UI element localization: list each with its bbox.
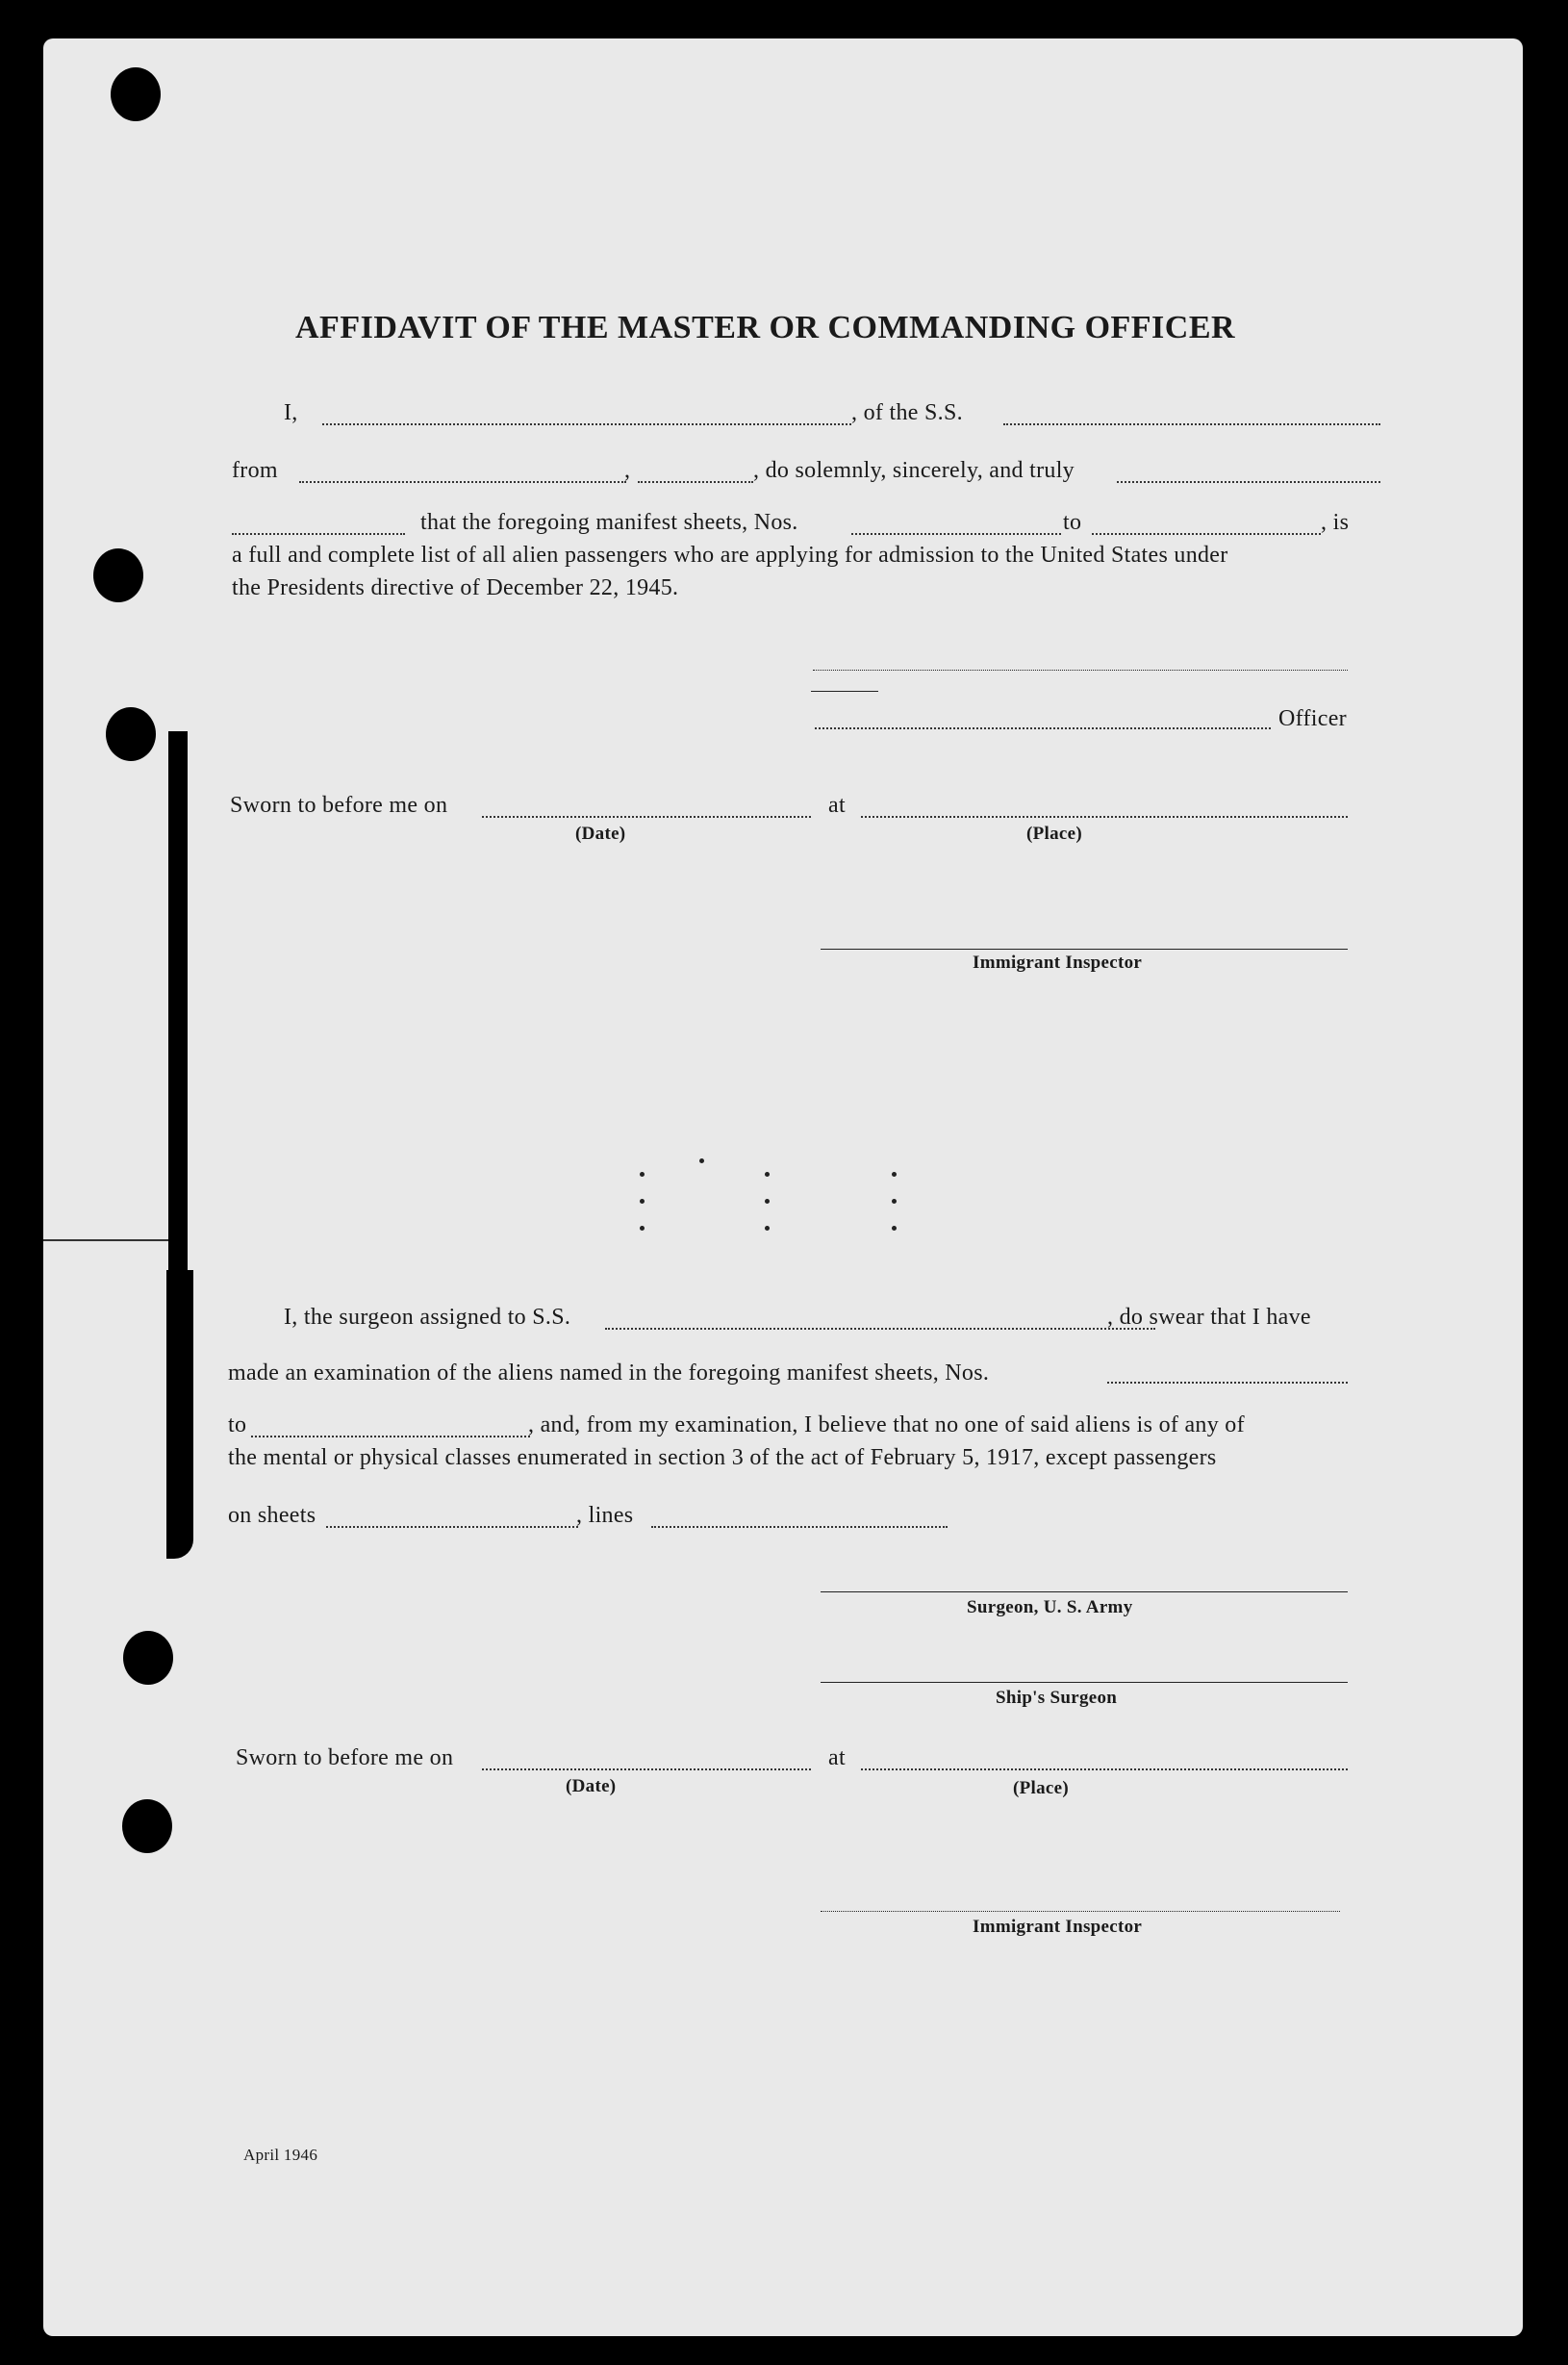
sworn-date-field[interactable] (482, 816, 811, 818)
surgeon-statement-line: the mental or physical classes enumerated in section 3 of the act of February 5, 1917, except passengers (228, 1445, 1217, 1470)
inspector-caption: Immigrant Inspector (973, 953, 1143, 973)
lines-field[interactable] (651, 1526, 948, 1528)
punch-hole (106, 707, 156, 761)
from-port-field[interactable] (299, 481, 626, 483)
surgeon-assigned-label: I, the surgeon assigned to S.S. (284, 1305, 571, 1330)
document-page (43, 38, 1523, 2336)
punch-hole (122, 1799, 172, 1853)
date-caption: (Date) (575, 824, 626, 844)
from-country-field[interactable] (638, 481, 753, 483)
sworn-label: Sworn to before me on (230, 793, 448, 818)
binding-shadow (166, 1270, 193, 1559)
solemnly-label: , do solemnly, sincerely, and truly (753, 458, 1075, 483)
inspector-signature-field[interactable] (821, 949, 1348, 950)
inspector-caption-2: Immigrant Inspector (973, 1917, 1143, 1937)
punch-hole (123, 1631, 173, 1685)
surgeon-nos-from-field[interactable] (1107, 1382, 1348, 1384)
surgeon-ship-field[interactable] (605, 1328, 1155, 1330)
army-surgeon-signature-field[interactable] (821, 1591, 1348, 1592)
from-label: from (232, 458, 278, 483)
form-date: April 1946 (243, 2146, 318, 2164)
date-caption-2: (Date) (566, 1776, 617, 1796)
sworn-at-label: at (828, 793, 846, 818)
surgeon-to-label: to (228, 1412, 247, 1437)
on-sheets-label: on sheets (228, 1503, 316, 1528)
master-name-field[interactable] (322, 423, 851, 425)
affidavit-statement-line: the Presidents directive of December 22, 1945. (232, 575, 679, 600)
officer-signature-field-2[interactable] (815, 727, 1271, 729)
sworn-place-field[interactable] (861, 816, 1348, 818)
nos-to-field[interactable] (1092, 533, 1321, 535)
form-title: AFFIDAVIT OF THE MASTER OR COMMANDING OFFICER (295, 310, 1236, 345)
place-caption-2: (Place) (1013, 1778, 1070, 1798)
signature-dash (811, 691, 878, 692)
punch-hole (93, 548, 143, 602)
tear-line (43, 1239, 168, 1241)
officer-signature-field-1[interactable] (813, 670, 1348, 671)
army-surgeon-caption: Surgeon, U. S. Army (967, 1597, 1133, 1617)
master-of-ss-label: , of the S.S. (851, 400, 963, 425)
lines-label: , lines (576, 1503, 634, 1528)
sheets-field[interactable] (326, 1526, 578, 1528)
surgeon-statement-line: made an examination of the aliens named in the foregoing manifest sheets, Nos. (228, 1361, 990, 1386)
nos-from-field[interactable] (851, 533, 1061, 535)
foregoing-label: that the foregoing manifest sheets, Nos. (420, 510, 798, 535)
sworn-date-field-2[interactable] (482, 1768, 811, 1770)
is-label: , is (1321, 510, 1350, 535)
ship-surgeon-signature-field[interactable] (821, 1682, 1348, 1683)
inspector-signature-field-2[interactable] (821, 1911, 1340, 1912)
sworn-place-field-2[interactable] (861, 1768, 1348, 1770)
surgeon-nos-to-field[interactable] (251, 1436, 530, 1437)
from-comma: , (624, 458, 631, 483)
swear-affirm-field[interactable] (1117, 481, 1380, 483)
ship-surgeon-caption: Ship's Surgeon (996, 1688, 1118, 1708)
place-caption: (Place) (1026, 824, 1083, 844)
sworn-label-2: Sworn to before me on (236, 1745, 454, 1770)
affidavit-statement-line: a full and complete list of all alien passengers who are applying for admission to the United States under (232, 543, 1228, 568)
punch-hole (111, 67, 161, 121)
swear-field[interactable] (232, 533, 405, 535)
sworn-at-label-2: at (828, 1745, 846, 1770)
master-i-label: I, (284, 400, 298, 425)
ship-name-field[interactable] (1003, 423, 1380, 425)
surgeon-statement-line: , and, from my examination, I believe that no one of said aliens is of any of (528, 1412, 1245, 1437)
officer-label: Officer (1278, 706, 1347, 731)
do-swear-label: , do swear that I have (1107, 1305, 1311, 1330)
to-label: to (1063, 510, 1082, 535)
